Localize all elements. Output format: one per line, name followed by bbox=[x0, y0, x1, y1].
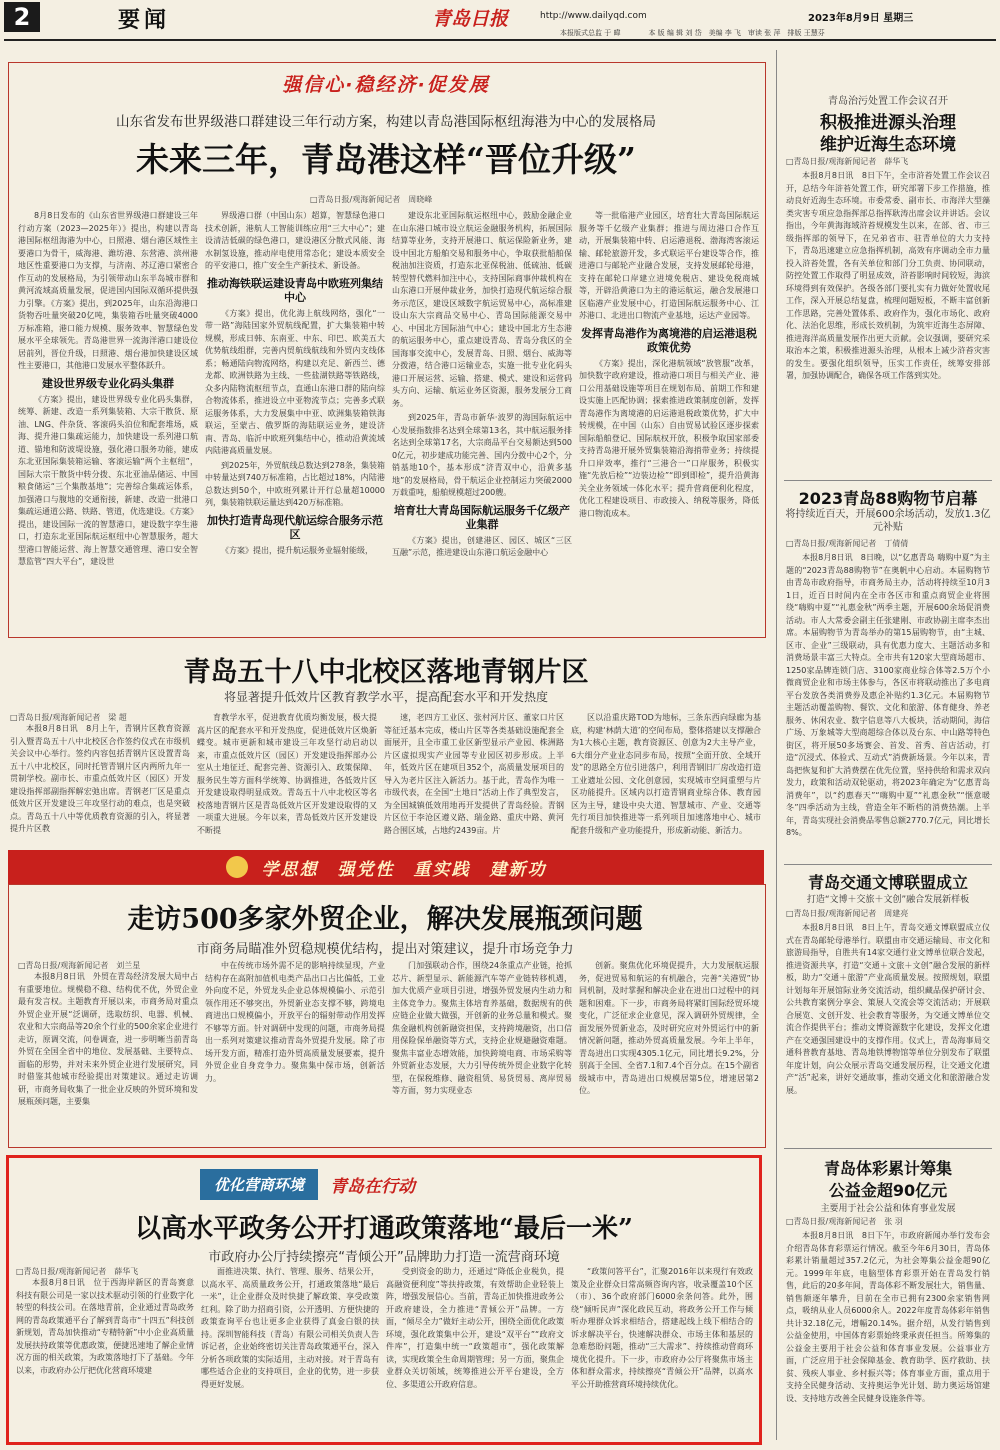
gov-col4-para: “政策问答平台”，汇聚2016年以来现行有效政策及企业群众日常高频咨询内容，收录覆盖10个区（市）、36个政府部门6000余条问答。此外，围绕“倾听民声”深化政民互动，将政务公开工作与倾听办理群众诉求相结合，搭建起线上线下相结合的诉求解决平台，快速解决群众、市场主体和基层的急难愁盼问题，推动“三大需求”、持续推动营商环境优化提升。下一步，市政府办公厅将聚焦市场主体和群众需求，持续擦亮“青倾公开”品牌，以高水平公开助推营商环境持续优化。 bbox=[571, 1267, 753, 1389]
lead-col3c-para: 《方案》提出，创建港区、园区、城区“三区互融”示范，推进建设山东港口航运金融中心 bbox=[392, 535, 572, 557]
trade-col3-para: 门加强联动合作，围绕24条重点产业链，抢抓芯片、新型显示、新能源汽车等产业链转移机遇，加大优质产业项目引进，增强外贸发展内生动力和主体竞争力。聚焦主体培育养基础，数据规有的供应链企业做大做强，开创新的业务总量和模式。聚焦金融机构创新融资担保，支持跨境融资，出口信用保险保单融资等方式，支持企业规避融资难题。聚焦丰富业态增效能，加快跨境电商、市场采购等外贸新业态发展，大力引导传统外贸企业数字化转型，在保税维修、融资租赁、易货贸易、离岸贸易等方面，努力实现业态 bbox=[392, 961, 572, 1095]
side2-subhead: 将持续近百天，开展600余场活动，发放1.3亿元补贴 bbox=[785, 509, 991, 533]
lead-col1b-para: 《方案》提出，建设世界级专业化码头集群，统筹、新建、改造一系列集装箱、大宗干散货、原油、LNG、件杂货、客滚码头泊位和配套堆场，威海、提升港口集疏运能力，加快建设一系列港口航道、锚地和防波堤设施，强化港口服务功能，建成东北亚国际集装箱运输、客滚运输“两个主枢纽”，国际大宗干散货中转分拨、东北亚油品储运、中国粮食储运“三个集散基地”；完善综合集疏运体系，加强港口与腹地的交通衔接，新建、改造一批港口集疏运通道公路、铁路、管道，优选建设。《方案》提出，建设国际一流的智慧港口，建设数字孪生港口，打造东北亚国际航运枢纽中心智慧服务，超大型港口智能运营、海上智慧交通管理、港口安全智慧监管“四大平台”，建设世 bbox=[18, 394, 198, 566]
school-col4-para: 区以沿重庆路TOD为地标，三条东西向绿廊为基底，构建‘林荫大道’的空间布局，整体搭建以支撑融合为1大核心主题，教育资源区、创意为2大主导产业，6大细分产业业态同步布局，按照“全面开放、全域开发”的思路全方位引进落户，利用青钢旧厂房改造打造工业遗址公园、文化创意园，实现城市空间重塑与片区功能提升。区域内以打造青钢商业综合体、教育园区为主导，建设中央大道、智慧城市、产业、交通等先行项目加快推进等一系列项目加速落地中心、城市配套升级和产业功能提升，形成新动能、新活力。 bbox=[571, 713, 761, 835]
lead-banner: 强信心·稳经济·促发展 bbox=[282, 74, 490, 96]
lead-subhead-5: 培育壮大青岛国际航运服务千亿级产业集群 bbox=[394, 503, 570, 531]
trade-column-4 bbox=[579, 960, 759, 1140]
side3-subhead: 打造“文博＋交旅＋文创”融合发展新样板 bbox=[806, 895, 970, 905]
side3-body-para: 本报8月8日讯 8日上午，青岛交通文博联盟成立仪式在青岛邮轮母港举行。联盟由市交通运输局、市文化和旅游局指导，自胜共有14家交通行业文博单位联合发起，推进资源共享，打造“交通＋文旅＋文创”融合发展的新样板，助力“交通＋旅游”产业高质量发展。按照规划，联盟计划每年开展馆际业务交流活动，组织藏品保护研讨会、公共教育案例分享会、策展人交流会等交流活动；开展联合展览、文创开发、社会教育等服务，为交通文博单位交流合作提供平台；推动文博资源数字化建设，发挥文化遗产在交通强国建设中的支撑作用。仪式上，青岛海事局交通科普教育基地、青岛地铁博物馆等单位分别发布了联盟年度计划，向公众展示青岛交通发展历程，让交通文化遗产“活”起来，讲好交通故事，推动交通文化和旅游融合发展。 bbox=[786, 923, 990, 1095]
lead-col4-para: 等一批临港产业园区，培育壮大青岛国际航运服务等千亿级产业集群；推进与周边港口合作互动，开展集装箱中转、启运港退税、渤海湾客滚运输、邮轮旅游开发，多式联运平台建设等合作，推进港口与邮轮产业融合发展，支持发展邮轮母港，支持在邮轮口岸建立进境免税店、建设免税商城等，开辟沿黄港口为主的港运航运，融合发展港口区临港产业发展中心，打造国际航运服务中心、江苏港口、北进出口物流产业基地，运达产业园等。 bbox=[579, 211, 759, 320]
side1-headline-1: 积极推进源头治理 bbox=[820, 113, 956, 133]
trade-subhead: 市商务局瞄准外贸稳规模优结构，提出对策建议，提升市场竞争力 bbox=[196, 942, 574, 957]
side2-headline: 2023青岛88购物节启幕 bbox=[798, 489, 978, 508]
side3-byline: □青岛日报/观海新闻记者 周建亮 bbox=[786, 909, 909, 918]
gov-col3-para: 受到资金的助力，还通过“降低企业税负，提高融资便利度”等扶持政策，有效帮助企业轻装上阵，增强发展信心。当前，青岛正加快推进政务公开政府建设，全力推进“青倾公开”品牌。一方面，“倾尽全力”做好主动公开，围绕全面优化政策环境，强化政策集中公开，建设“双平台”“政府文件库”，打造集中统一“政策超市”，强化政策解读，实现政策全生命周期管理；另一方面，聚焦企业群众关切领域，统筹推进公开平台建设，全方位、多渠道公开政府信息。 bbox=[386, 1267, 564, 1389]
side4-headline-2: 公益金超90亿元 bbox=[828, 1181, 948, 1200]
school-column-3 bbox=[384, 712, 564, 842]
trade-banner bbox=[8, 850, 764, 884]
side2-body bbox=[786, 552, 990, 860]
gov-col1-para: 本报8月8日讯 位于西海岸新区的青岛赛意科技有限公司是一家以技术驱动引领的行业数字化转型的科技公司。在落地青前，企业通过青岛政务网的青岛政策通平台了解到青岛市“十四五”科技创新规划，青岛加快推动“专精特新”中小企业高质量发展扶持政策等优惠政策，便捷迅速地了解企业情况方面的相关政策，为政策落地打下了基础。今年以来，市政府办公厅把优化营商环境建 bbox=[16, 1278, 194, 1375]
school-subhead: 将显著提升低效片区教育教学水平，提高配套水平和开发热度 bbox=[223, 690, 548, 704]
gov-byline: □青岛日报/观海新闻记者 薛华飞 bbox=[16, 1267, 139, 1276]
side2-byline: □青岛日报/观海新闻记者 丁倩倩 bbox=[786, 539, 909, 548]
lead-col2c-para: 到2025年，外贸航线总数达到278条，集装箱中转量达到740万标准箱，占比超过18%，内陆港总数达到50个，中欧班列累计开行总量超10000列，集装箱铁联运量达到420万标准箱。 bbox=[205, 460, 385, 507]
page-number: 2 bbox=[4, 2, 40, 32]
side1-body-para: 本报8月8日讯 8日下午，全市浒苔处置工作会议召开，总结今年浒苔处置工作，研究部署下步工作措施，推动良好近海生态环境。市委常委、副市长、市海洋大型藻类灾害专项应急指挥部总指挥耿涛出席会议并讲话。会议指出，今年黄海海域浒苔规模发生以来，在部、省、市三级指挥部的领导下，在兄弟省市、驻青单位的大力支持下，青岛迅速建立应急指挥机制，高效有序调动全市力量投入浒苔处置，各有关单位和部门分工负责、协同联动，防控处置工作取得了明显成效，浒苔影响时间较短，海滨环境得到有效保护。各级各部门要扎实有力做好处置收尾工作，深入开展总结复盘，梳理问题短板，不断丰富创新工作思路，完善处置体系、政府作为，强化市场化、政府化、法治化思维，形成长效机制，为筑牢近海生态屏障、推进海洋高质量发展作出更大贡献。会议强调，要研究采取治本之策，积极推进源头治理，从根本上减少浒苔灾害的发生。要强化组织领导，压实工作责任，统筹安排部署，加强协调配合，确保各项工作落到实处。 bbox=[786, 171, 990, 380]
side3-headline: 青岛交通文博联盟成立 bbox=[807, 873, 968, 892]
lead-subhead-4: 发挥青岛港作为离境港的启运港退税政策优势 bbox=[581, 326, 757, 354]
trade-banner-text: 学思想 强党性 重实践 建新功 bbox=[261, 859, 547, 880]
side4-subhead: 主要用于社会公益和体育事业发展 bbox=[820, 1204, 956, 1214]
trade-column-2 bbox=[205, 960, 385, 1140]
lead-col2b-para: 《方案》提出，优化海上航线网络，强化“一带一路”海陆国家外贸航线配置，扩大集装箱中转规模，形成日韩、东南亚、中东、印巴、欧美五大优势航线组群，完善内贸航线航线和外贸内支线体系；畅通陆向物流网络，构建以充足、新西兰、德龙都、欧洲铁路为主线、一些盐湖铁路等铁路线，众多内陆物流枢纽节点，直通山东港口群的陆向综合物流体系，推进设立中亚物流节点；完善多式联运服务体系，大力发展集中中亚、欧洲集装箱铁海联运，至蒙古、俄罗斯的海陆联运业务，建设济南、青岛、临沂中欧班列集结中心，推动沿黄流域内陆港高质量发展。 bbox=[205, 308, 385, 455]
lead-column-2 bbox=[205, 210, 385, 630]
gov-subhead: 市政府办公厅持续擦亮“青倾公开”品牌助力打造一流营商环境 bbox=[208, 1250, 560, 1265]
trade-byline: □青岛日报/观海新闻记者 刘兰星 bbox=[18, 961, 141, 970]
side4-body-para: 本报8月8日讯 8日下午，市政府新闻办举行发布会介绍青岛体育彩票运行情况。截至今年6月30日，青岛体彩累计销量超过357.2亿元，为社会筹集公益金超90亿元。1999年年底，电脑型体育彩票开始在青岛发行销售，此后的20多年间，青岛体彩不断发展壮大，销售量、销售额逐年攀升，目前在全市已拥有2300余家销售网点，吸纳从业人员6000余人。2022年度青岛体彩年销售共计32.18亿元，增幅20.14%。据介绍，从发行销售到公益金使用，中国体育彩票始终秉承责任担当。所筹集的公益金主要用于社会公益和体育事业发展。公益事业方面，广泛应用于社会保障基金、教育助学、医疗救助、扶贫、残疾人事业、乡村振兴等；体育事业方面，重点用于支持全民健身活动、支持奥运争光计划、助力奥运场馆建设、支持地方改善全民健身设施条件等。 bbox=[786, 1231, 990, 1403]
side4-body bbox=[786, 1230, 990, 1442]
lead-col1-para: 8月8日发布的《山东省世界级港口群建设三年行动方案（2023—2025年）》提出，构建以青岛港国际枢纽海港为中心，日照港、烟台港区域性主要港口为骨干，威海港、潍坊港、东营港、滨州港地区性重要港口为支撑，与济南、苏辽港口紧密合作互动的发展格局，为引领带动山东半岛城市群和黄河流域高质量发展，促进国内国际双循环提供强力引擎。《方案》提出，到2025年，山东沿海港口货物吞吐量突破20亿吨，集装箱吞吐量突破4000万标准箱，港口能力规模、服务效率、智慧绿色发展水平全球领先。青岛港世界一流海洋港口建设位居前列，晋位升级，日照港、烟台港加快建设区域性主要港口，其他港口发展水平整体跃升。 bbox=[18, 211, 198, 370]
trade-column-3 bbox=[392, 960, 572, 1140]
side4-byline: □青岛日报/观海新闻记者 张 羽 bbox=[786, 1217, 903, 1226]
trade-col2-para: 中在传统市场外需不足的影响持续显现，产业结构存在高附加值机电类产品出口占比偏低，工业外向度不足，外贸龙头企业总体规模偏小、示范引领作用还不够突出，外贸新业态支撑不够，跨境电商进出口规模偏小，开放平台的辐射带动作用发挥不够等方面。针对调研中发现的问题，市商务局提出一系列对策建议推动青岛外贸提升发展。除了市场开发方面，精准打造外贸高质量发展要素，提升外贸企业自身竞争力。聚焦集中保市场，创新活力。 bbox=[205, 961, 385, 1083]
lead-col2-para: 界级港口群（中国山东）超算，智慧绿色港口技术创新，港航人工智能训练应用“三大中心”；建设清洁低碳的绿色港口，建设港区分散式风能、海水制氢设施，推动岸电使用常态化；建设本质安全的平安港口，推广安全生产新技术、新设备。 bbox=[205, 211, 385, 270]
side1-headline-2: 维护近海生态环境 bbox=[820, 135, 956, 155]
lead-col3-para: 建设东北亚国际航运枢纽中心，鼓励金融企业在山东港口城市设立航运金融服务机构，拓展国际结算等业务，支持开展港口、航运保险新业务，建设中国北方船舶交易和服务中心，争取获批船舶保税油加注资质，打造东北亚保税油、低硫油、低碳转型替代燃料加注中心，支持国际商事仲裁机构在山东港口开展仲裁业务，加快打造现代航运综合服务示范区，建设区域数字航运贸易中心，高标准建设山东大宗商品交易中心、青岛国际能源交易中心、中国北方国际油气中心；建设中国北方生态港的航运服务中心，重点建设青岛、青岛分我区的全国海事交流中心，发展青岛、日照、烟台、威海等分拨港，结合港口运输业态，实施一批专业化码头港口开展运营、运输、搭建、模式、建设和运营码头方向、运输、航运业务区资源，服务发展分工商务。 bbox=[392, 211, 572, 408]
lead-column-4 bbox=[579, 210, 759, 630]
lead-subhead-2: 推动海铁联运建设青岛中欧班列集结中心 bbox=[207, 276, 383, 304]
masthead-logo: 青岛日报 bbox=[432, 8, 509, 30]
side1-body bbox=[786, 170, 990, 475]
header-divider bbox=[4, 39, 996, 41]
school-column-4 bbox=[571, 712, 761, 842]
side2-body-para: 本报8月8日讯 8日晚，以“亿惠青岛 嗨购中夏”为主题的“2023青岛88购物节”在奥帆中心启动。本届购物节由青岛市政府指导，市商务局主办，活动将持续至10月31日，近百日时间内在全市各区市和重点商贸企业将围绕“嗨购中夏”“礼惠金秋”两季主题，开展600余场促消费活动。市人大常委会副主任张建刚、市政协副主席李杰出席。本届购物节为青岛举办的第15届购物节，由“主城、区市、企业”三级联动，具有优惠力度大、主题活动多和消费场景丰富三大特点。全市共有120家大型商场超市、1250家品牌连锁门店、3100家商业综合体等2.5万个小微商贸企业和市场主体参与，各区市将联动推出了多电商平台发放各类消费券及惠企补贴约1.3亿元。本届购物节主题活动覆盖购物、餐饮、文化和旅游、体育健身、养老服务、休闲农业、数字信息等八大板块，活动期间，海信广场、万象城等大型商超综合体以及台东、中山路等特色街区，将开展50多场赛会、首发、首秀、首店活动，打造“沉浸式、体验式、互动式”消费新场景。今年以来，青岛把恢复和扩大消费摆在优先位置，坚持供给和需求双向发力，政策和活动双轮驱动，将2023年确定为“亿惠青岛消费年”，以“约惠春天”“嗨购中夏”“礼惠金秋”“惬意暖冬”四季活动为主线，营造全年不断档的消费热潮。上半年，青岛实现社会消费品零售总额2770.7亿元，同比增长8%。 bbox=[786, 553, 990, 837]
side1-kicker: 青岛治污处置工作会议召开 bbox=[828, 96, 948, 107]
gov-column-2 bbox=[201, 1266, 379, 1436]
school-col1-para: 本报8月8日讯 8月上午，青钢片区教育资源引入暨青岛五十八中北校区合作签约仪式在市级机关会议中心举行。签约内容包括青钢片区设置青岛五十八中北校区，同时托管青钢片区内两所九年一贯制学校。副市长、市重点低效片区（园区）开发建设指挥部副指挥解宏弛出席。青钢老厂区是重点低效片区开发建设三年攻坚行动的难点，也是突破点。青岛五十八中等优质教育资源的引入，将显著提升片区教 bbox=[10, 724, 190, 833]
school-byline: □青岛日报/观海新闻记者 梁 超 bbox=[10, 713, 127, 722]
gov-banner-right: 青岛在行动 bbox=[330, 1176, 416, 1197]
lead-col3b-para: 到2025年，青岛市新华·波罗的海国际航运中心发展指数排名达到全球第13名，其中航运服务排名达到全球第17名，大宗商品平台交易额达到5000亿元，初步建成功能完善、国内分拨中心2个，分销基地10个，基本形成“济青双中心，沿黄多基地”的发展格局，骨干航运企业控制运力突破2000万载重吨，船舶规模超过200艘。 bbox=[392, 413, 572, 497]
trade-col1-para: 本报8月8日讯 外贸在青岛经济发展大局中占有重要地位。规模稳不稳、结构优不优，外贸企业最有发言权。主题教育开展以来，市商务局对重点外贸企业开展“泛调研，选取纺织、电器、机械、农业和大宗商品等20余个行业的500余家企业进行走访，原调交流，问卷调查，进一步明晰当前青岛外贸在全国全省中的地位、发展基础、主要特点、面临的形势，并对未来外贸企业进行发展研究，同时借鉴其他城市经验提出对策建议。通过走访调研，市商务局收集了一批企业反映的外贸环境和发展瓶颈问题，主要集 bbox=[18, 972, 198, 1106]
section-title: 要闻 bbox=[118, 8, 171, 33]
lead-byline: □青岛日报/观海新闻记者 周晓峰 bbox=[310, 195, 433, 204]
side-divider-3 bbox=[784, 1148, 992, 1149]
trade-col4-para: 创新。聚焦优化环境促提升，大力发展航运服务，促进贸易和航运的有机融合，完善“关港贸”协同机制，及时掌握和解决企业在进出口过程中的问题和困难。下一步，市商务局将紧盯国际经贸环境变化，广泛征求企业意见，深入调研外贸规律，全面发展外贸新业态，及时研究应对外贸运行中的新情况新问题，推动外贸高质量发展。今年上半年，青岛进出口实现4305.1亿元，同比增长9.2%，分别高于全国、全省7.1和7.4个百分点。在15个副省级城市中，青岛进出口规模居第5位，增速居第2位。 bbox=[579, 961, 759, 1095]
party-emblem-icon bbox=[226, 856, 248, 878]
lead-col4b-para: 《方案》提出，深化港航领域“放管服”改革，加快数字政府建设，推动港口项目与相关产业、港口公用基础设施等项目在规划布局、前期工作和建设实施上匹配协调；探索推进政策制度创新，发挥青岛港作为离境港的启运港退税政策优势，扩大中转规模，在中国（山东）自由贸易试验区逐步探索国际船舶登记、国际航权开放，积极争取国家部委支持青岛港开展外贸集装箱沿海捎带业务；持续提升口岸效率，推行“三港合一”口岸服务，积极实施“先放后检”“边装边检”“即到即检”，提升沿黄海关全业务领域一体化水平；提升营商便利化程度，优化工程建设项目、市政接入、纳税等服务，降低港口物流成本。 bbox=[579, 358, 759, 518]
masthead-url: http://www.dailyqd.com bbox=[540, 11, 647, 21]
lead-subhead-3: 加快打造青岛现代航运综合服务示范区 bbox=[207, 513, 383, 541]
page-header bbox=[0, 0, 1000, 40]
lead-col2d-para: 《方案》提出，提升航运服务业辐射能级， bbox=[221, 545, 373, 555]
side1-byline: □青岛日报/观海新闻记者 薛华飞 bbox=[786, 157, 909, 166]
gov-banner-left: 优化营商环境 bbox=[200, 1169, 318, 1200]
gov-col2-para: 面推进决策、执行、管理、服务、结果公开，以高水平、高质量政务公开，打通政策落地“最后一米”，让企业群众及时快捷了解政策、享受政策红利。除了助力招商引资，公开透明、方便快捷的政策查询平台也让更多企业获得了真金白银的扶持。深圳智能科技（青岛）有限公司相关负责人告诉记者，企业始终密切关注青岛政策通平台，深入分析各项政策的实际适用，主动对接。对于青岛有哪些适合企业的支持项目，企业的优势，进一步获得更好发展。 bbox=[201, 1267, 379, 1389]
side3-body bbox=[786, 922, 990, 1142]
school-col2-para: 育教学水平，促进教育优质均衡发展，极大提高片区的配套水平和开发热度，促进低效片区焕新蝶变。城市更新和城市建设三年攻坚行动启动以来，市重点低效片区（园区）开发建设指挥部办公室从土地征迁、配套完善、资源引入、政策保障、服务民生等方面科学统筹、协调推进，各低效片区开发建设取得明显成效。青岛五十八中北校区等名校落地青钢片区是青岛低效片区开发建设取得的又一项重大进展。今年以来，青岛低效片区开发建设不断提 bbox=[197, 713, 377, 835]
school-column-1 bbox=[10, 712, 190, 842]
lead-column-1 bbox=[18, 210, 198, 630]
lead-subhead-1: 建设世界级专业化码头集群 bbox=[42, 376, 174, 390]
staff-credits: 本报版式总监 于 暐 本 版 编 辑 刘 岱 美编 李 飞 审读 张 萍 排版 王慧芬 bbox=[560, 29, 825, 37]
lead-kicker: 山东省发布世界级港口群建设三年行动方案，构建以青岛港国际枢纽海港为中心的发展格局 bbox=[116, 114, 656, 130]
school-headline: 青岛五十八中北校区落地青钢片区 bbox=[183, 657, 589, 688]
trade-column-1 bbox=[18, 960, 198, 1140]
lead-headline: 未来三年，青岛港这样“晋位升级” bbox=[136, 140, 636, 179]
gov-column-3 bbox=[386, 1266, 564, 1436]
gov-headline: 以高水平政务公开打通政策落地“最后一米” bbox=[135, 1214, 633, 1244]
trade-headline: 走访500多家外贸企业，解决发展瓶颈问题 bbox=[127, 904, 643, 935]
side4-headline-1: 青岛体彩累计筹集 bbox=[823, 1159, 952, 1178]
gov-column-4 bbox=[571, 1266, 753, 1436]
lead-column-3 bbox=[392, 210, 572, 630]
side-divider-2 bbox=[784, 864, 992, 865]
school-col3-para: 速，老四方工业区、张村河片区、董家口片区等征迁基本完成，楼山片区等各类基础设施配套全面展开，且全市重工业区新型显示产业园、株洲路片区虚拟现实产业园等专业园区初步形成。上半年，低效片区在建项目352个，高质量发展项目的导入为老片区注入新活力。基于此，青岛作为唯一市级代表，在全国“土地日”活动上作了典型发言，为全国城镇低效用地再开发提供了青岛经验。青钢片区位于李沧区遵义路、瑞金路、重庆中路、黄河路合围区域，占地约2439亩。片 bbox=[384, 713, 564, 835]
side-divider-1 bbox=[784, 480, 992, 481]
school-column-2 bbox=[197, 712, 377, 842]
gov-banner bbox=[200, 1168, 580, 1200]
gov-column-1 bbox=[16, 1266, 194, 1436]
right-column-divider bbox=[776, 50, 777, 1440]
issue-date: 2023年8月9日 星期三 bbox=[808, 13, 914, 24]
